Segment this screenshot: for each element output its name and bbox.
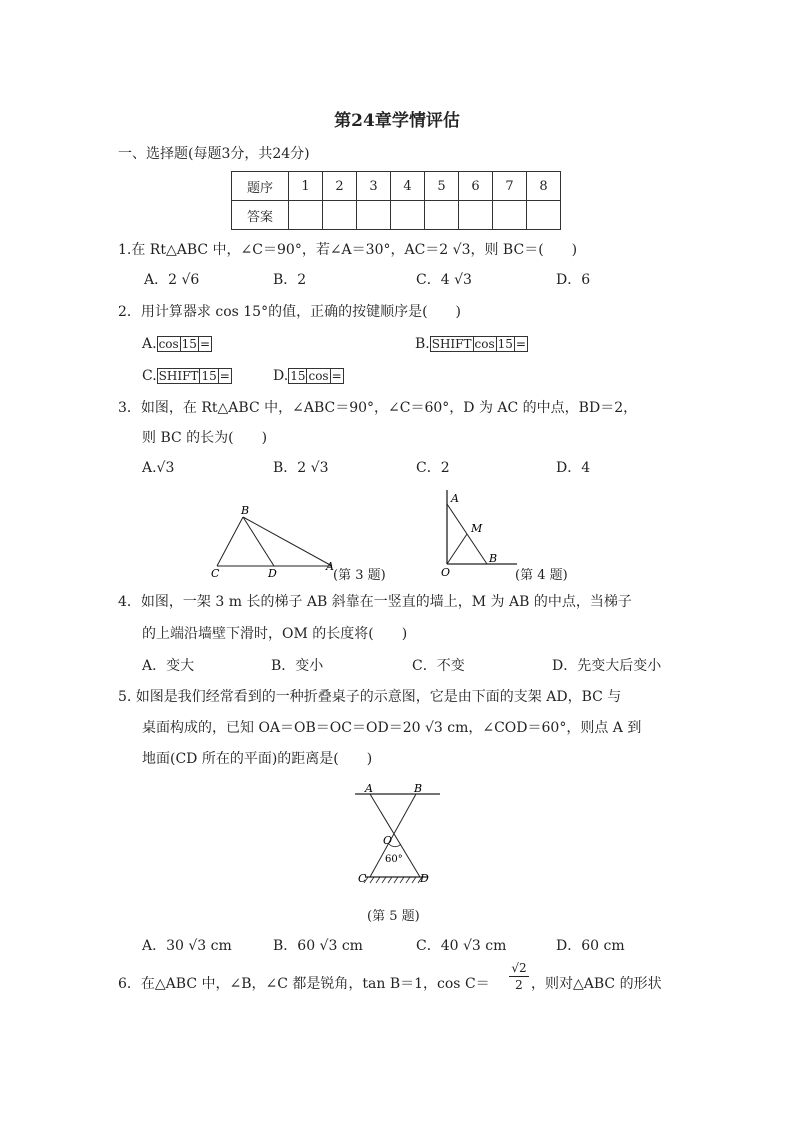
answer-table-answer-row bbox=[232, 201, 561, 230]
label-b: B bbox=[489, 552, 498, 565]
q6-stem-part-b: ，则对△ABC 的形状 bbox=[531, 976, 662, 992]
calc-key-cos: cos bbox=[158, 337, 179, 351]
calc-key-cos: cos bbox=[308, 369, 329, 383]
q2-option-a bbox=[142, 334, 211, 354]
q5-stem-line2: 桌面构成的，已知 OA＝OB＝OC＝OD＝20 √3 cm，∠COD＝60°，则点 A 到 bbox=[142, 720, 642, 736]
label-d: D bbox=[268, 567, 277, 580]
q3-stem-line2: 则 BC 的长为( ) bbox=[142, 430, 268, 446]
q3-option-c: C．2 bbox=[416, 460, 450, 476]
answer-cell[interactable] bbox=[527, 201, 561, 230]
answer-table-header-label: 题序 bbox=[232, 172, 289, 201]
figure-q5-caption: (第 5 题) bbox=[367, 909, 420, 924]
label-a: A bbox=[326, 560, 334, 573]
calc-key-15: 15 bbox=[290, 369, 306, 383]
answer-cell[interactable] bbox=[323, 201, 357, 230]
answer-table-number: 5 bbox=[425, 172, 459, 201]
answer-table-number: 1 bbox=[289, 172, 323, 201]
q5-stem-line1: 5. 如图是我们经常看到的一种折叠桌子的示意图，它是由下面的支架 AD，BC 与 bbox=[118, 689, 622, 705]
q6-fraction-numerator: √2 bbox=[511, 961, 527, 975]
figure-q3 bbox=[205, 500, 340, 582]
answer-cell[interactable] bbox=[493, 201, 527, 230]
q1-option-c: C．4 √3 bbox=[416, 272, 472, 288]
calc-key-15: 15 bbox=[201, 369, 217, 383]
q3-option-a: A.√3 bbox=[142, 460, 175, 476]
q2-stem: 2．用计算器求 cos 15°的值，正确的按键顺序是( ) bbox=[118, 304, 461, 320]
q5-stem-line3: 地面(CD 所在的平面)的距离是( ) bbox=[142, 751, 373, 767]
calc-key-shift: SHIFT bbox=[158, 369, 199, 383]
answer-cell[interactable] bbox=[425, 201, 459, 230]
q5-option-d: D．60 cm bbox=[556, 938, 625, 954]
q2-option-c bbox=[142, 366, 231, 386]
section-heading: 一、选择题(每题3分，共24分) bbox=[118, 146, 310, 162]
figure-q5 bbox=[350, 780, 445, 892]
answer-table-answer-label: 答案 bbox=[232, 201, 289, 230]
answer-table-number: 7 bbox=[493, 172, 527, 201]
calc-key-15: 15 bbox=[497, 337, 513, 351]
calc-key-shift: SHIFT bbox=[431, 337, 472, 351]
page-title: 第24章学情评估 bbox=[334, 111, 460, 131]
q1-stem: 1.在 Rt△ABC 中，∠C＝90°，若∠A＝30°，AC＝2 √3，则 BC＝( ) bbox=[118, 242, 578, 258]
q4-stem-line2: 的上端沿墙壁下滑时，OM 的长度将( ) bbox=[142, 626, 408, 642]
segment-bc bbox=[217, 517, 243, 566]
ground-hatching bbox=[364, 877, 422, 883]
q5-option-a: A．30 √3 cm bbox=[142, 938, 232, 954]
label-d: D bbox=[420, 872, 429, 885]
answer-table-number: 4 bbox=[391, 172, 425, 201]
figure-q3-caption: (第 3 题) bbox=[333, 568, 386, 583]
q6-fraction bbox=[509, 960, 529, 993]
q2-option-d-label: D. bbox=[273, 368, 289, 384]
answer-table-number: 3 bbox=[357, 172, 391, 201]
q2-option-a-label: A. bbox=[142, 336, 157, 352]
answer-cell[interactable] bbox=[391, 201, 425, 230]
q2-option-b bbox=[415, 334, 527, 354]
label-b: B bbox=[414, 782, 423, 795]
q4-option-a: A．变大 bbox=[142, 658, 195, 674]
q4-option-d: D．先变大后变小 bbox=[552, 658, 662, 674]
answer-table-number: 2 bbox=[323, 172, 357, 201]
answer-table bbox=[231, 171, 561, 230]
q1-option-d: D．6 bbox=[556, 272, 591, 288]
label-angle-60: 60° bbox=[385, 854, 403, 865]
q6-stem-part-a: 6．在△ABC 中，∠B，∠C 都是锐角，tan B＝1，cos C＝ bbox=[118, 976, 490, 992]
figure-q4-caption: (第 4 题) bbox=[515, 568, 568, 583]
q4-stem-line1: 4．如图，一架 3 m 长的梯子 AB 斜靠在一竖直的墙上，M 为 AB 的中点，当梯子 bbox=[118, 594, 632, 610]
q5-option-b: B．60 √3 cm bbox=[273, 938, 363, 954]
q2-option-b-label: B. bbox=[415, 336, 430, 352]
calc-key-equals: = bbox=[515, 337, 526, 351]
q2-option-d bbox=[273, 366, 343, 386]
segment-bd bbox=[243, 517, 274, 566]
answer-cell[interactable] bbox=[459, 201, 493, 230]
q1-option-a: A．2 √6 bbox=[144, 272, 200, 288]
answer-cell[interactable] bbox=[357, 201, 391, 230]
calc-key-15: 15 bbox=[181, 337, 197, 351]
label-c: C bbox=[211, 567, 220, 580]
calc-key-equals: = bbox=[331, 369, 342, 383]
calc-key-equals: = bbox=[219, 369, 230, 383]
q5-option-c: C．40 √3 cm bbox=[416, 938, 507, 954]
q4-option-b: B．变小 bbox=[271, 658, 324, 674]
answer-table-number: 8 bbox=[527, 172, 561, 201]
q2-option-c-label: C. bbox=[142, 368, 157, 384]
q3-option-b: B．2 √3 bbox=[273, 460, 329, 476]
q3-stem-line1: 3．如图，在 Rt△ABC 中，∠ABC＝90°，∠C＝60°，D 为 AC 的中点，BD＝2， bbox=[118, 400, 638, 416]
label-m: M bbox=[471, 522, 483, 535]
q4-option-c: C．不变 bbox=[412, 658, 465, 674]
label-o: O bbox=[441, 566, 451, 579]
label-a: A bbox=[451, 492, 459, 505]
figure-q4 bbox=[435, 488, 520, 580]
calc-key-equals: = bbox=[199, 337, 211, 351]
calc-key-cos: cos bbox=[474, 337, 495, 351]
label-o: O bbox=[383, 834, 393, 847]
q3-option-d: D．4 bbox=[556, 460, 591, 476]
answer-cell[interactable] bbox=[289, 201, 323, 230]
segment-ba bbox=[243, 517, 332, 566]
label-b: B bbox=[241, 504, 250, 517]
answer-table-header-row bbox=[232, 172, 561, 201]
answer-table-number: 6 bbox=[459, 172, 493, 201]
label-a: A bbox=[365, 782, 373, 795]
q1-option-b: B．2 bbox=[273, 272, 307, 288]
segment-om bbox=[447, 534, 467, 564]
q6-fraction-denominator: 2 bbox=[509, 976, 529, 993]
label-c: C bbox=[358, 872, 367, 885]
